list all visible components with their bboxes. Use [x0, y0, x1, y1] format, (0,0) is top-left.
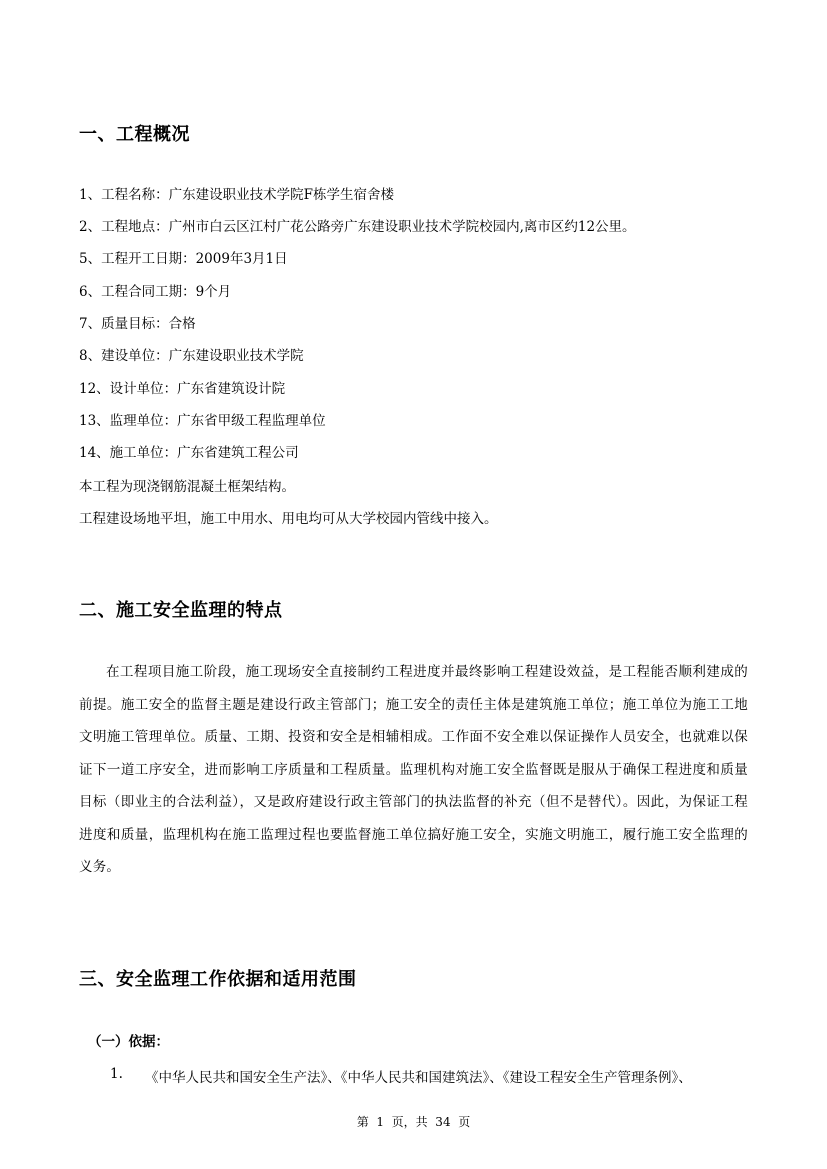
basis-item-1-text: 《中华人民共和国安全生产法》、《中华人民共和国建筑法》、《建设工程安全生产管理条例》、 [145, 1070, 692, 1086]
overview-line-3: 5、工程开工日期：2009年3月1日 [79, 251, 288, 267]
overview-line-11: 工程建设场地平坦，施工中用水、用电均可从大学校园内管线中接入。 [79, 511, 498, 527]
basis-item-1-number: 1. [110, 1066, 123, 1082]
overview-line-7: 12、设计单位：广东省建筑设计院 [79, 381, 286, 397]
section-2-title: 二、施工安全监理的特点 [79, 600, 283, 621]
overview-line-4: 6、工程合同工期：9个月 [79, 284, 232, 300]
overview-line-8: 13、监理单位：广东省甲级工程监理单位 [79, 413, 326, 429]
overview-line-9: 14、施工单位：广东省建筑工程公司 [79, 445, 299, 461]
overview-line-5: 7、质量目标：合格 [79, 316, 196, 332]
page-footer: 第 1 页，共 34 页 [356, 1115, 471, 1129]
section-1-title: 一、工程概况 [79, 124, 190, 145]
basis-subtitle: （一）依据： [88, 1034, 169, 1050]
overview-line-6: 8、建设单位：广东建设职业技术学院 [79, 348, 304, 364]
overview-line-10: 本工程为现浇钢筋混凝土框架结构。 [79, 479, 295, 495]
overview-line-1: 1、工程名称：广东建设职业技术学院F栋学生宿舍楼 [79, 187, 394, 203]
overview-line-2: 2、工程地点：广州市白云区江村广花公路旁广东建设职业技术学院校园内,离市区约12公里。 [79, 219, 636, 235]
section-3-title: 三、安全监理工作依据和适用范围 [79, 969, 357, 990]
features-paragraph: 在工程项目施工阶段，施工现场安全直接制约工程进度并最终影响工程建设效益，是工程能否顺利建成的前提。施工安全的监督主题是建设行政主管部门；施工安全的责任主体是建筑施工单位；施工单位为施工工地文明施工管理单位。质量、工期、投资和安全是相辅相成。工作面不安全难以保证操作人员安全，也就难以保证下一道工序安全，进而影响工序质量和工程质量。监理机构对施工安全监督既是服从于确保工程进度和质量目标（即业主的合法利益），又是政府建设行政主管部门的执法监督的补充（但不是替代）。因此，为保证工程进度和质量，监理机构在施工监理过程也要监督施工单位搞好施工安全，实施文明施工，履行施工安全监理的义务。 [79, 664, 748, 875]
